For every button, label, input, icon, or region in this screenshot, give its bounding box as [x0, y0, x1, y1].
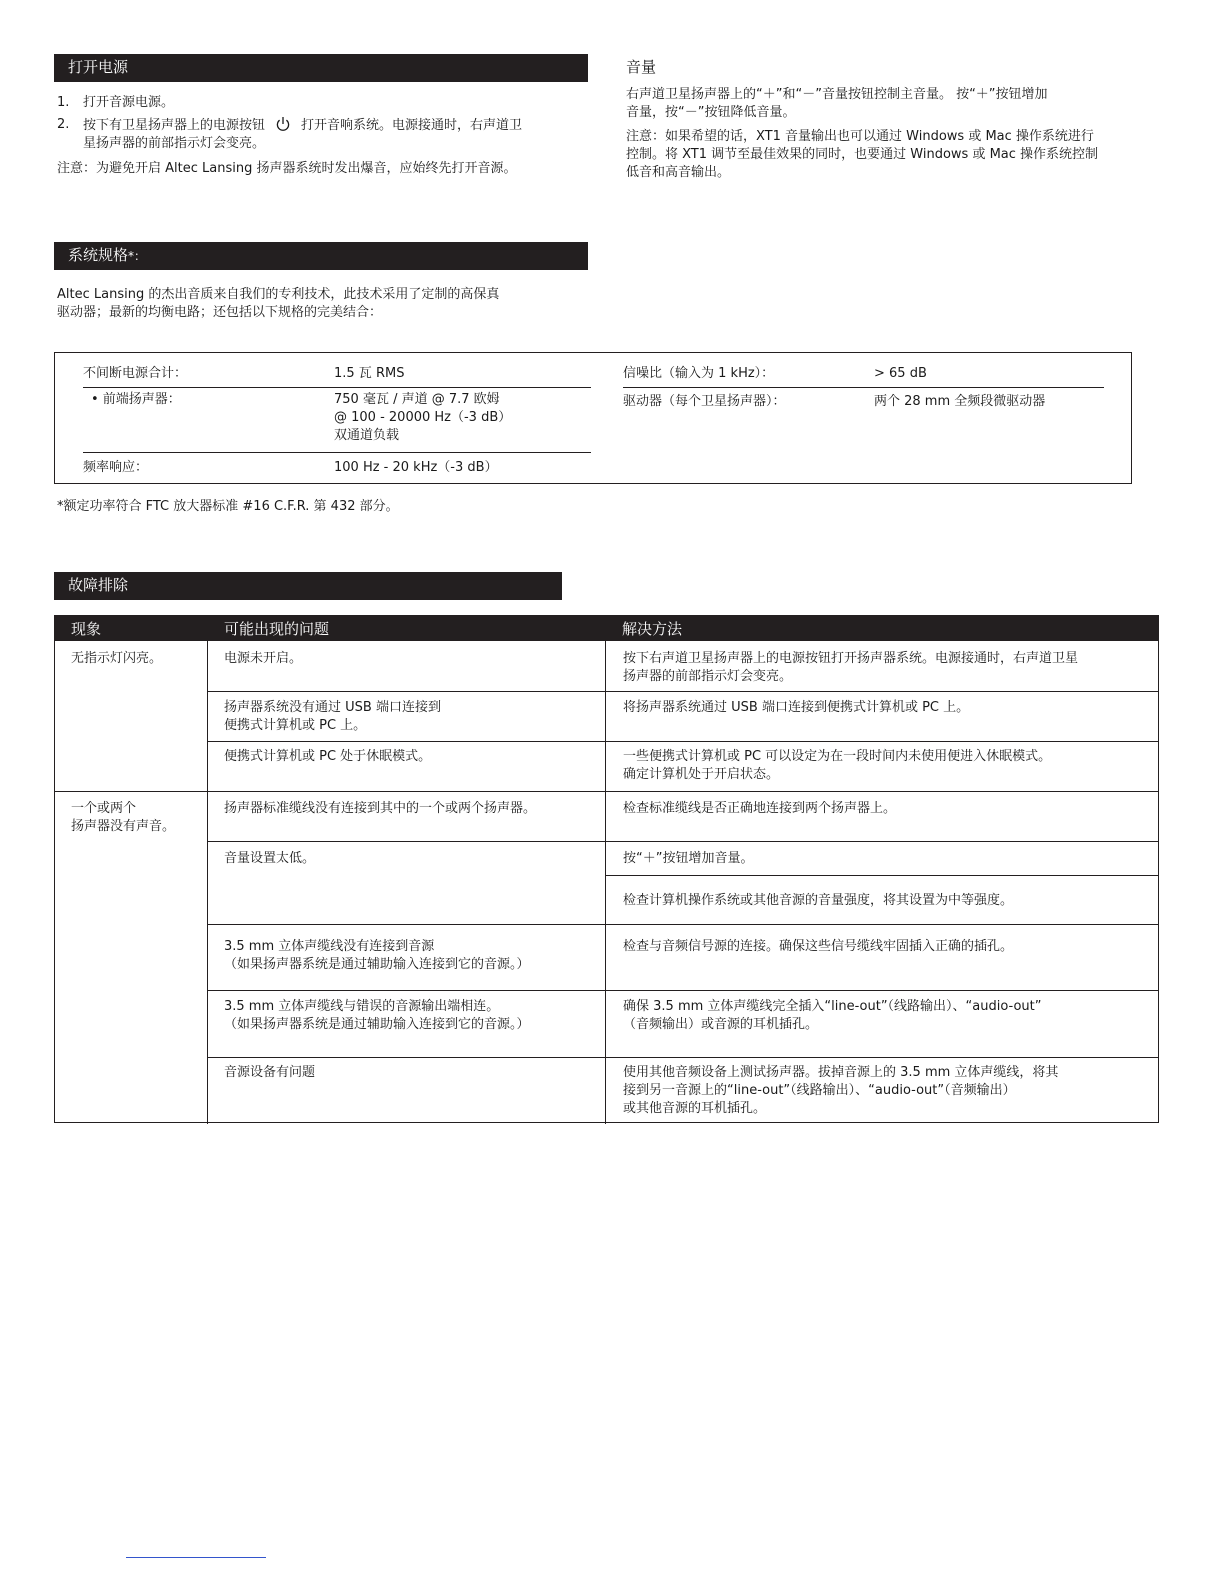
volume-paragraph [626, 86, 1186, 122]
specs-intro-line: 驱动器；最新的均衡电路；还包括以下规格的完美结合： [57, 305, 383, 320]
spec-label: • 前端扬声器： [91, 392, 181, 407]
specs-heading-text: 系统规格 [68, 246, 129, 264]
spec-label: 信噪比（输入为 1 kHz）： [623, 366, 775, 381]
solution-line: 使用其他音频设备上测试扬声器。拔掉音源上的 3.5 mm 立体声缆线，将其 [623, 1065, 1059, 1080]
spec-value-line: 双通道负载 [334, 428, 400, 443]
spec-label: 驱动器（每个卫星扬声器）： [623, 394, 786, 409]
solution-cell: 将扬声器系统通过 USB 端口连接到便携式计算机或 PC 上。 [623, 700, 970, 715]
problem-cell: 扬声器标准缆线没有连接到其中的一个或两个扬声器。 [224, 801, 537, 816]
specs-intro [57, 286, 597, 322]
volume-heading: 音量 [626, 58, 657, 76]
symptom-line: 一个或两个 [71, 801, 137, 816]
solution-line: （音频输出）或音源的耳机插孔。 [623, 1017, 819, 1032]
spec-divider [83, 452, 591, 453]
solution-line: 接到另一音源上的“line-out”（线路输出）、“audio-out”（音频输出） [623, 1083, 1016, 1098]
power-on-heading: 打开电源 [54, 54, 588, 82]
spec-value: 1.5 瓦 RMS [334, 366, 405, 381]
problem-line: 3.5 mm 立体声缆线没有连接到音源 [224, 939, 435, 954]
volume-note [626, 128, 1186, 182]
solution-line: 一些便携式计算机或 PC 可以设定为在一段时间内未使用便进入休眠模式。 [623, 749, 1052, 764]
column-divider [605, 641, 606, 1124]
symptom-cell: 无指示灯闪亮。 [71, 651, 163, 666]
spec-divider [623, 387, 1104, 388]
problem-cell: 音源设备有问题 [224, 1065, 316, 1080]
row-divider [207, 1057, 1159, 1058]
solution-line: 确定计算机处于开启状态。 [623, 767, 780, 782]
solution-line: 确保 3.5 mm 立体声缆线完全插入“line-out”（线路输出）、“audio-out” [623, 999, 1042, 1014]
row-divider [207, 691, 1159, 692]
specs-footnote: *额定功率符合 FTC 放大器标准 #16 C.F.R. 第 432 部分。 [57, 499, 399, 514]
problem-cell: 电源未开启。 [224, 651, 303, 666]
step-2 [57, 116, 597, 153]
spec-value: 两个 28 mm 全频段微驱动器 [874, 394, 1046, 409]
row-divider [207, 990, 1159, 991]
volume-line: 右声道卫星扬声器上的“＋”和“－”音量按钮控制主音量。 按“＋”按钮增加 [626, 87, 1048, 102]
solution-cell [623, 748, 1051, 784]
step-number: 2. [57, 117, 70, 132]
row-divider [207, 924, 1159, 925]
row-divider [207, 841, 1159, 842]
spec-label: 频率响应： [83, 460, 149, 475]
spec-divider [83, 387, 591, 388]
row-divider [605, 875, 1159, 876]
step-text-part-c: 星扬声器的前部指示灯会变亮。 [83, 136, 266, 151]
specs-heading-suffix: *： [128, 249, 147, 263]
volume-note-line: 低音和高音输出。 [626, 165, 731, 180]
problem-cell: 音量设置太低。 [224, 851, 316, 866]
row-divider [207, 741, 1159, 742]
footer-rule [126, 1557, 266, 1558]
solution-cell [623, 650, 1153, 686]
solution-cell: 检查计算机操作系统或其他音源的音量强度，将其设置为中等强度。 [623, 893, 1014, 908]
solution-cell: 按“＋”按钮增加音量。 [623, 851, 754, 866]
spec-label: 不间断电源合计： [83, 366, 188, 381]
step-text [83, 116, 522, 153]
problem-line: 扬声器系统没有通过 USB 端口连接到 [224, 700, 441, 715]
specs-heading [54, 242, 588, 270]
column-header-solution: 解决方法 [606, 616, 1159, 641]
troubleshooting-heading: 故障排除 [54, 572, 562, 600]
symptom-line: 扬声器没有声音。 [71, 819, 176, 834]
problem-line: 3.5 mm 立体声缆线与错误的音源输出端相连。 [224, 999, 500, 1014]
spec-value: 100 Hz - 20 kHz（-3 dB） [334, 460, 498, 475]
symptom-cell [71, 800, 175, 836]
problem-cell: 便携式计算机或 PC 处于休眠模式。 [224, 749, 432, 764]
solution-cell [623, 998, 1042, 1034]
step-1 [57, 94, 597, 112]
specs-table [54, 352, 1132, 484]
spec-value: > 65 dB [874, 366, 927, 381]
solution-line: 或其他音源的耳机插孔。 [623, 1101, 767, 1116]
spec-value-line: 750 毫瓦 / 声道 @ 7.7 欧姆 [334, 392, 500, 407]
problem-cell [224, 998, 530, 1034]
step-text: 打开音源电源。 [83, 95, 175, 110]
problem-line: 便携式计算机或 PC 上。 [224, 718, 367, 733]
column-divider [207, 641, 208, 1124]
step-number: 1. [57, 95, 70, 110]
problem-line: （如果扬声器系统是通过辅助输入连接到它的音源。） [224, 1017, 530, 1032]
solution-cell: 检查标准缆线是否正确地连接到两个扬声器上。 [623, 801, 897, 816]
volume-line: 音量，按“－”按钮降低音量。 [626, 105, 796, 120]
column-header-symptom: 现象 [55, 616, 208, 641]
step-text-part-a: 按下有卫星扬声器上的电源按钮 [83, 118, 266, 133]
step-text-part-b: 打开音响系统。电源接通时，右声道卫 [301, 118, 523, 133]
solution-line: 扬声器的前部指示灯会变亮。 [623, 669, 793, 684]
power-icon [275, 116, 291, 132]
solution-line: 按下右声道卫星扬声器上的电源按钮打开扬声器系统。电源接通时，右声道卫星 [623, 651, 1079, 666]
solution-cell: 检查与音频信号源的连接。确保这些信号缆线牢固插入正确的插孔。 [623, 939, 1014, 954]
row-divider [55, 791, 1159, 792]
volume-note-line: 控制。将 XT1 调节至最佳效果的同时，也要通过 Windows 或 Mac 操作系统控制 [626, 147, 1099, 162]
problem-cell [224, 699, 441, 735]
column-header-problem: 可能出现的问题 [208, 616, 606, 641]
power-on-steps [57, 94, 597, 153]
problem-line: （如果扬声器系统是通过辅助输入连接到它的音源。） [224, 957, 530, 972]
spec-value [334, 391, 511, 445]
problem-cell [224, 938, 530, 974]
specs-intro-line: Altec Lansing 的杰出音质来自我们的专利技术，此技术采用了定制的高保真 [57, 287, 500, 302]
power-on-note: 注意：为避免开启 Altec Lansing 扬声器系统时发出爆音，应始终先打开音源。 [57, 161, 517, 176]
volume-note-line: 注意：如果希望的话，XT1 音量输出也可以通过 Windows 或 Mac 操作系统进行 [626, 129, 1094, 144]
spec-value-line: @ 100 - 20000 Hz（-3 dB） [334, 410, 512, 425]
troubleshooting-table [54, 615, 1159, 1123]
solution-cell [623, 1064, 1058, 1118]
